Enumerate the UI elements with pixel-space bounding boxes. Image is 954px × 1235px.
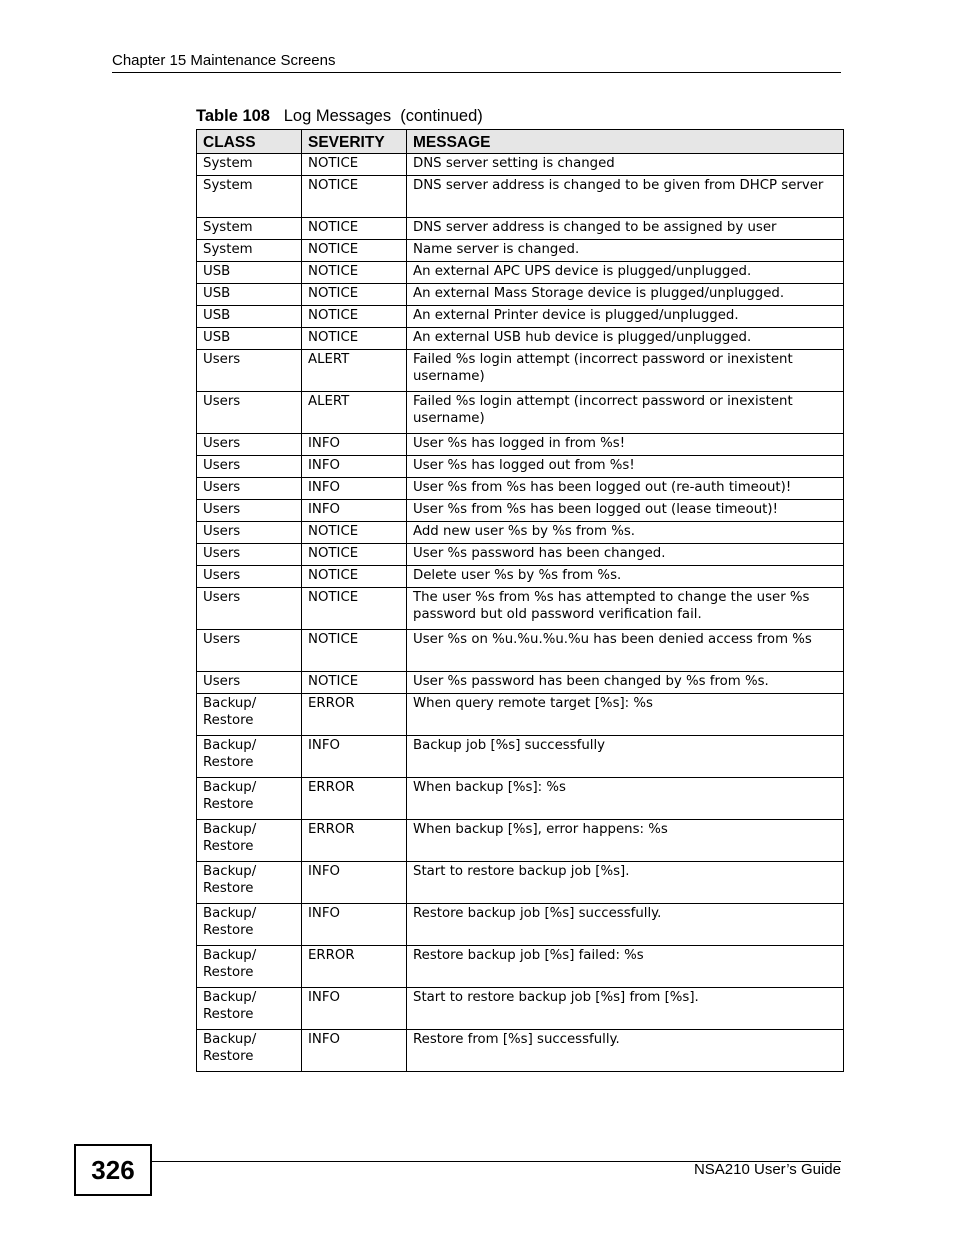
table-row: [197, 544, 844, 566]
table-row: [197, 350, 844, 392]
table-row: [197, 820, 844, 862]
table-row: [197, 328, 844, 350]
cell-severity: NOTICE: [302, 306, 407, 328]
cell-message: Delete user %s by %s from %s.: [407, 566, 844, 588]
table-row: [197, 694, 844, 736]
cell-class: Backup/ Restore: [197, 1030, 302, 1072]
cell-message: Restore backup job [%s] successfully.: [407, 904, 844, 946]
table-row: [197, 862, 844, 904]
guide-title: NSA210 User’s Guide: [693, 1161, 841, 1178]
cell-severity: INFO: [302, 988, 407, 1030]
cell-message: Name server is changed.: [407, 240, 844, 262]
table-row: [197, 392, 844, 434]
cell-class: Users: [197, 566, 302, 588]
table-row: [197, 262, 844, 284]
running-header: Chapter 15 Maintenance Screens: [112, 52, 336, 69]
cell-message: DNS server setting is changed: [407, 154, 844, 176]
cell-severity: INFO: [302, 736, 407, 778]
cell-class: Backup/ Restore: [197, 820, 302, 862]
table-body: [197, 154, 844, 1072]
cell-message: Restore from [%s] successfully.: [407, 1030, 844, 1072]
cell-message: An external APC UPS device is plugged/unplugged.: [407, 262, 844, 284]
cell-message: The user %s from %s has attempted to change the user %s password but old password verification fail.: [407, 588, 844, 630]
cell-class: Users: [197, 588, 302, 630]
table-row: [197, 630, 844, 672]
cell-message: When backup [%s]: %s: [407, 778, 844, 820]
cell-class: Users: [197, 500, 302, 522]
cell-severity: INFO: [302, 1030, 407, 1072]
cell-class: Users: [197, 478, 302, 500]
cell-severity: NOTICE: [302, 566, 407, 588]
cell-message: Backup job [%s] successfully: [407, 736, 844, 778]
cell-severity: ERROR: [302, 778, 407, 820]
cell-class: System: [197, 176, 302, 218]
cell-class: USB: [197, 262, 302, 284]
cell-severity: NOTICE: [302, 176, 407, 218]
cell-severity: NOTICE: [302, 284, 407, 306]
cell-severity: NOTICE: [302, 522, 407, 544]
table-row: [197, 154, 844, 176]
table-row: [197, 284, 844, 306]
table-row: [197, 434, 844, 456]
cell-severity: NOTICE: [302, 672, 407, 694]
cell-class: System: [197, 154, 302, 176]
cell-class: Backup/ Restore: [197, 946, 302, 988]
cell-severity: ERROR: [302, 820, 407, 862]
table-caption-title: Log Messages (continued): [283, 107, 483, 125]
table-row: [197, 500, 844, 522]
cell-severity: NOTICE: [302, 588, 407, 630]
cell-class: Users: [197, 456, 302, 478]
cell-class: Backup/ Restore: [197, 904, 302, 946]
column-header-message: MESSAGE: [407, 130, 844, 154]
table-caption-number: Table 108: [196, 107, 270, 125]
cell-severity: NOTICE: [302, 240, 407, 262]
table-row: [197, 522, 844, 544]
table-row: [197, 1030, 844, 1072]
log-messages-table: [196, 129, 844, 1072]
cell-severity: ALERT: [302, 392, 407, 434]
cell-class: Backup/ Restore: [197, 988, 302, 1030]
table-row: [197, 946, 844, 988]
table-row: [197, 456, 844, 478]
cell-class: USB: [197, 306, 302, 328]
table-header-row: [197, 130, 844, 154]
cell-class: Backup/ Restore: [197, 694, 302, 736]
cell-severity: INFO: [302, 904, 407, 946]
table-row: [197, 306, 844, 328]
cell-class: System: [197, 240, 302, 262]
cell-severity: ERROR: [302, 694, 407, 736]
table-row: [197, 478, 844, 500]
cell-message: An external USB hub device is plugged/unplugged.: [407, 328, 844, 350]
cell-class: System: [197, 218, 302, 240]
cell-class: Backup/ Restore: [197, 862, 302, 904]
cell-class: Users: [197, 350, 302, 392]
cell-severity: NOTICE: [302, 630, 407, 672]
cell-message: DNS server address is changed to be given from DHCP server: [407, 176, 844, 218]
cell-class: USB: [197, 328, 302, 350]
cell-severity: NOTICE: [302, 154, 407, 176]
cell-message: An external Mass Storage device is plugged/unplugged.: [407, 284, 844, 306]
cell-class: Users: [197, 434, 302, 456]
cell-message: Start to restore backup job [%s].: [407, 862, 844, 904]
cell-severity: INFO: [302, 434, 407, 456]
cell-class: Users: [197, 544, 302, 566]
cell-class: Users: [197, 522, 302, 544]
cell-message: Restore backup job [%s] failed: %s: [407, 946, 844, 988]
cell-severity: INFO: [302, 456, 407, 478]
cell-class: Backup/ Restore: [197, 778, 302, 820]
table-row: [197, 566, 844, 588]
cell-message: User %s from %s has been logged out (lease timeout)!: [407, 500, 844, 522]
cell-message: When query remote target [%s]: %s: [407, 694, 844, 736]
cell-severity: NOTICE: [302, 328, 407, 350]
cell-message: User %s password has been changed by %s from %s.: [407, 672, 844, 694]
cell-message: Failed %s login attempt (incorrect password or inexistent username): [407, 350, 844, 392]
cell-message: Failed %s login attempt (incorrect password or inexistent username): [407, 392, 844, 434]
cell-severity: INFO: [302, 478, 407, 500]
table-row: [197, 588, 844, 630]
cell-message: An external Printer device is plugged/unplugged.: [407, 306, 844, 328]
cell-class: Backup/ Restore: [197, 736, 302, 778]
cell-message: When backup [%s], error happens: %s: [407, 820, 844, 862]
cell-severity: INFO: [302, 500, 407, 522]
cell-message: User %s from %s has been logged out (re-auth timeout)!: [407, 478, 844, 500]
cell-class: Users: [197, 672, 302, 694]
page-number: 326: [74, 1144, 152, 1196]
column-header-class: CLASS: [197, 130, 302, 154]
table-row: [197, 176, 844, 218]
table-row: [197, 988, 844, 1030]
cell-severity: INFO: [302, 862, 407, 904]
table-caption: [196, 107, 483, 126]
cell-message: User %s on %u.%u.%u.%u has been denied access from %s: [407, 630, 844, 672]
cell-message: Add new user %s by %s from %s.: [407, 522, 844, 544]
table-row: [197, 240, 844, 262]
table-row: [197, 778, 844, 820]
cell-message: DNS server address is changed to be assigned by user: [407, 218, 844, 240]
cell-severity: ALERT: [302, 350, 407, 392]
cell-class: USB: [197, 284, 302, 306]
table-row: [197, 672, 844, 694]
header-divider: [112, 72, 841, 73]
table-row: [197, 904, 844, 946]
table-row: [197, 736, 844, 778]
cell-severity: ERROR: [302, 946, 407, 988]
cell-class: Users: [197, 630, 302, 672]
cell-message: Start to restore backup job [%s] from [%s].: [407, 988, 844, 1030]
cell-severity: NOTICE: [302, 262, 407, 284]
cell-severity: NOTICE: [302, 218, 407, 240]
cell-message: User %s has logged out from %s!: [407, 456, 844, 478]
cell-severity: NOTICE: [302, 544, 407, 566]
cell-message: User %s has logged in from %s!: [407, 434, 844, 456]
table-row: [197, 218, 844, 240]
column-header-severity: SEVERITY: [302, 130, 407, 154]
cell-message: User %s password has been changed.: [407, 544, 844, 566]
cell-class: Users: [197, 392, 302, 434]
